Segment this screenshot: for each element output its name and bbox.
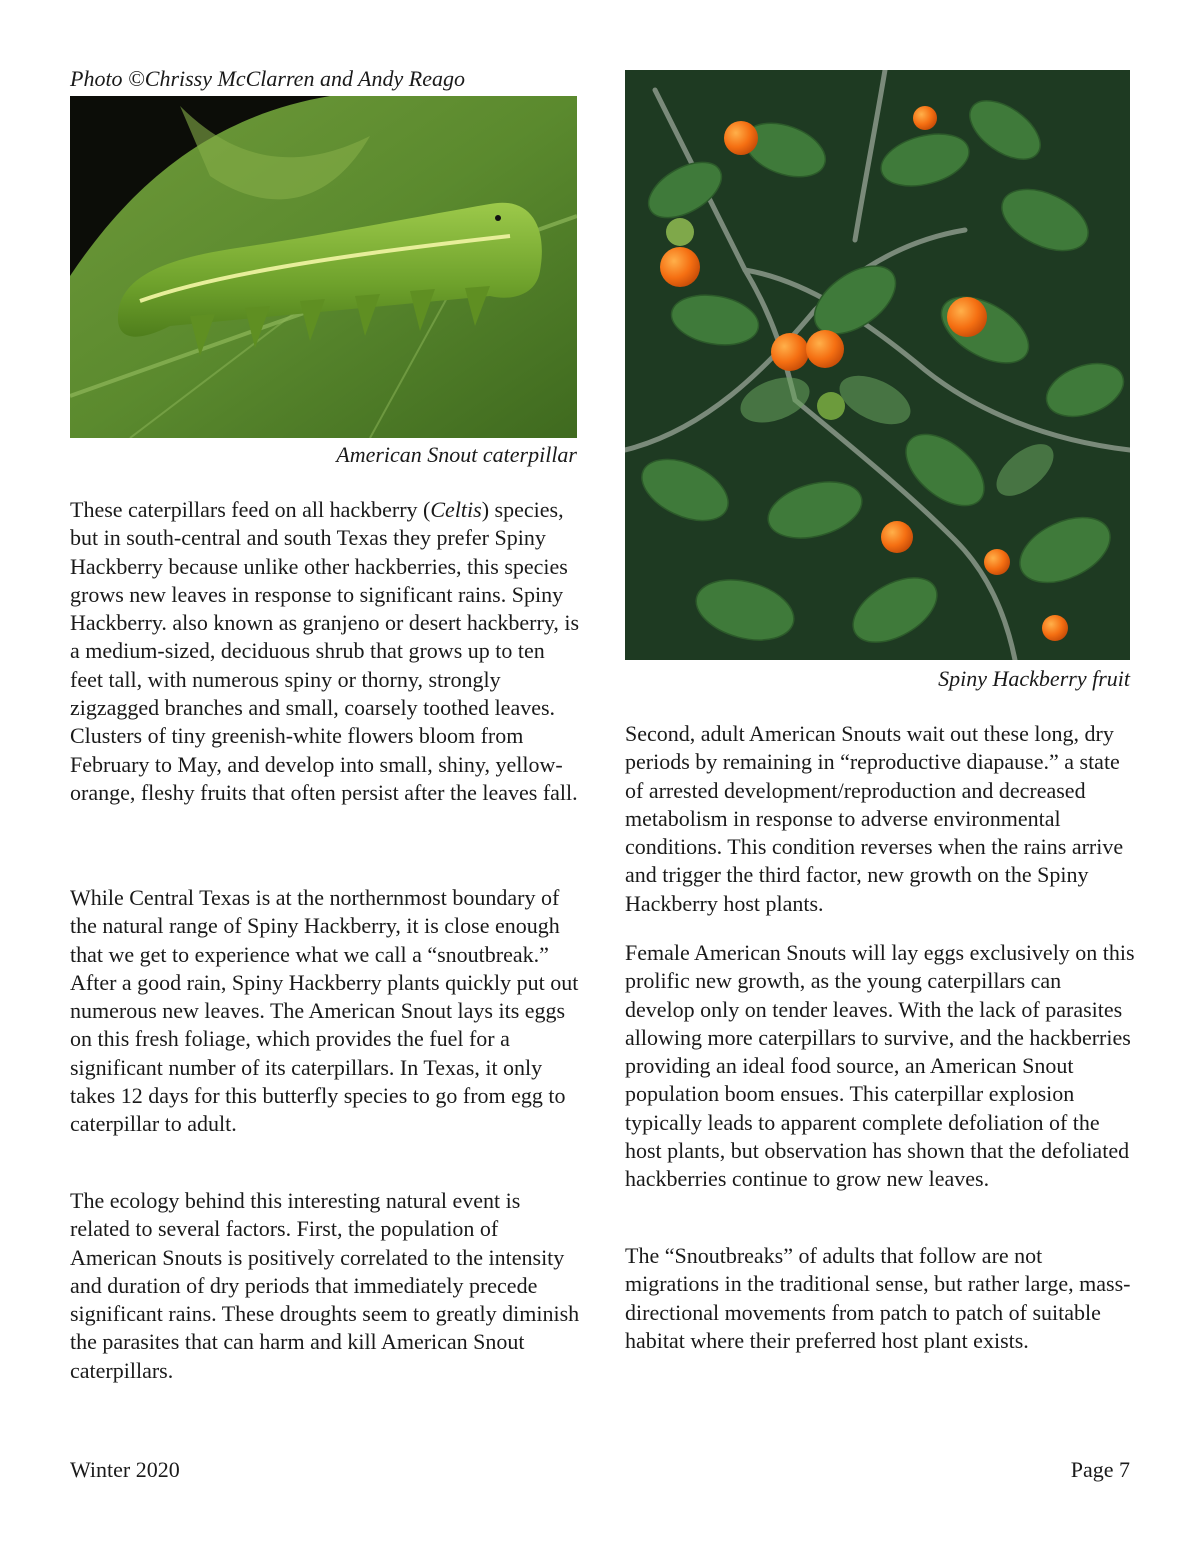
photo-credit: Photo ©Chrissy McClarren and Andy Reago xyxy=(70,66,465,91)
paragraph-snoutbreaks-movement: The “Snoutbreaks” of adults that follow are not migrations in the traditional sense, but rather large, mass-directional movements from patch to patch of suitable habitat where their preferred host plant exists. xyxy=(625,1243,1131,1353)
caterpillar-photo xyxy=(70,96,577,438)
paragraph-hackberry-intro xyxy=(70,496,580,807)
hackberry-photo xyxy=(625,70,1130,660)
caterpillar-on-leaf-icon xyxy=(70,96,577,438)
footer-issue: Winter 2020 xyxy=(70,1457,180,1482)
p1-text-start: These caterpillars feed on all hackberry ( xyxy=(70,497,431,522)
paragraph-ecology: The ecology behind this interesting natural event is related to several factors. First, the population of American Snouts is positively correlated to the intensity and duration of dry periods that immediately precede significant rains. These droughts seem to greatly diminish the parasites that can harm and kill American Snout caterpillars. xyxy=(70,1188,580,1383)
p1-text-end: ) species, but in south-central and south Texas they prefer Spiny Hackberry because unlike other hackberries, this species grows new leaves in response to significant rains. Spiny Hackberry. also known as granjeno or desert hackberry, is a medium-sized, deciduous shrub that grows up to ten feet tall, with numerous spiny or thorny, strongly zigzagged branches and small, coarsely toothed leaves. Clusters of tiny greenish-white flowers bloom from February to May, and develop into small, shiny, yellow-orange, fleshy fruits that often persist after the leaves fall. xyxy=(70,497,580,805)
hackberry-branch-icon xyxy=(625,70,1130,660)
hackberry-caption: Spiny Hackberry fruit xyxy=(938,666,1130,691)
paragraph-diapause: Second, adult American Snouts wait out these long, dry periods by remaining in “reproductive diapause.” a state of arrested development/reproduction and decreased metabolism in response to adverse environmental conditions. This condition reverses when the rains arrive and trigger the third factor, new growth on the Spiny Hackberry host plants. xyxy=(625,721,1124,916)
paragraph-snoutbreak: While Central Texas is at the northernmost boundary of the natural range of Spiny Hackberry, it is close enough that we get to experience what we call a “snoutbreak.” After a good rain, Spiny Hackberry plants quickly put out numerous new leaves. The American Snout lays its eggs on this fresh foliage, which provides the fuel for a significant number of its caterpillars. In Texas, it only takes 12 days for this butterfly species to go from egg to caterpillar to adult. xyxy=(70,885,579,1137)
footer-page-number: Page 7 xyxy=(1070,1457,1130,1482)
paragraph-population-boom: Female American Snouts will lay eggs exclusively on this prolific new growth, as the young caterpillars can develop only on tender leaves. With the lack of parasites allowing more caterpillars to survive, and the hackberries providing an ideal food source, an American Snout population boom ensues. This caterpillar explosion typically leads to apparent complete defoliation of the host plants, but observation has shown that the defoliated hackberries continue to grow new leaves. xyxy=(625,940,1135,1192)
caterpillar-caption: American Snout caterpillar xyxy=(336,442,577,467)
genus-name: Celtis xyxy=(430,497,482,522)
